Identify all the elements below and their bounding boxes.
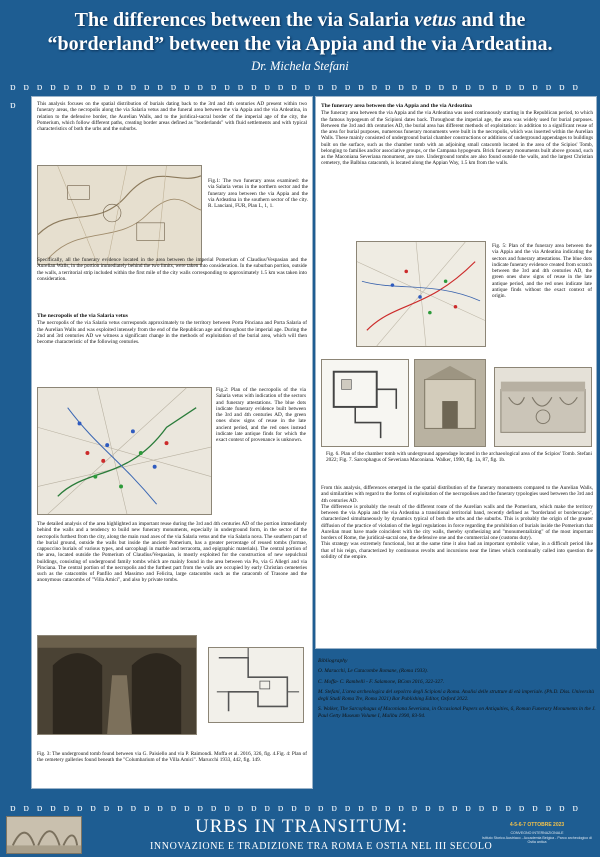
- wave-ornament-icon: ɒ: [63, 81, 70, 93]
- wave-ornament-icon: ɒ: [398, 81, 404, 93]
- figure-5-caption: Fig. 5: Plan of the funerary area between the via Appia and the via Ardeatina indicating the sectors and funerary attestations. The blue dots indicate funerary evidence created from scratch between the 3rd and 4th centuries AD, the green ones show signs of reuse in the late antique period, and the red ones indicate late antique finds without the exact context of origin.: [492, 243, 592, 299]
- conference-institutions: Istituto Storico Austriaco - Accademia Belgica - Parco archeologico di Ostia antica: [482, 835, 592, 845]
- wave-ornament-icon: ɒ: [505, 81, 512, 93]
- wave-ornament-icon: ɒ: [170, 802, 177, 814]
- relief-logo-image: [6, 816, 82, 854]
- bibliography-item: M. Stefani, L'area archeologica del sepolcro degli Scipioni a Roma. Analisi delle strutture di età imperiale. (Ph.D. Diss. Università degli Studi Roma Tre, Roma 2021) Bar Publishing Editor, Oxford 2022.: [318, 689, 594, 702]
- wave-ornament-icon: ɒ: [116, 81, 123, 93]
- wave-ornament-icon: ɒ: [357, 802, 364, 814]
- wave-ornament-icon: ɒ: [76, 81, 83, 93]
- wave-ornament-icon: ɒ: [143, 802, 150, 814]
- right-paragraph-4: This strategy was extremely functional, but at the same time it also had an important symbolic value, in a difficult period like that of his reign, characterized by continuous revolts and incursions near the limes which continually called into question the solidity of the empire.: [321, 541, 593, 560]
- figure-7-sarcophagus: [494, 367, 592, 447]
- wave-ornament-icon: ɒ: [558, 802, 565, 814]
- figure-1-map: [37, 165, 202, 265]
- bibliography: [318, 658, 598, 723]
- wave-ornament-icon: ɒ: [23, 802, 29, 814]
- wave-ornament-icon: ɒ: [90, 81, 96, 93]
- left-paragraph-2: Specifically, all the funerary evidence located in the area between the imperial Pomerium of Claudius/Vespasian and the Aurelian Walls, in the portion immediately behind the two limits, were taken into consideration. In the suburban portion, outside the walls, a territorial strip included within the first mile of the city walls corresponding to approximately 1.5 km was taken into consideration.: [37, 257, 307, 282]
- bibliography-item: S. Walker, The Sarcophagus of Maconiana Severiana, in Occasional Papers on Antiquities, 6, Roman Funerary Monuments in the J. Paul Getty Museum Volume I, Malibu 1990, 83-94.: [318, 706, 596, 719]
- wave-ornament-icon: ɒ: [36, 802, 43, 814]
- right-paragraph-3: The difference is probably the result of the different route of the Aurelian walls and the Pomerium, which make the territory between the via Appia and the via Ardeatina a transitional territorial band, recently defined as "borderland or borderscape", characterized simultaneously by dynamics typical of both the urbs and the suburbs. This is probably the origin of the greater diffusion of the practice of violation of the legal regulations in force regarding the prohibition of burials inside the Pomerium that Aurelian must have made coincident with the city walls, thereby synthesizing and "monumentalizing" of the most important borders of Rome, the juridical-sacral one, the defensive one and the commercial one (customs duty).: [321, 503, 593, 541]
- wave-ornament-icon: ɒ: [49, 81, 56, 93]
- wave-ornament-icon: ɒ: [116, 802, 123, 814]
- wave-ornament-icon: ɒ: [398, 802, 404, 814]
- wave-ornament-icon: ɒ: [63, 802, 70, 814]
- wave-ornament-icon: ɒ: [304, 802, 311, 814]
- wave-ornament-icon: ɒ: [103, 81, 110, 93]
- wave-ornament-icon: ɒ: [36, 81, 43, 93]
- wave-ornament-icon: ɒ: [49, 802, 56, 814]
- right-paragraph-2: From this analysis, differences emerged in the spatial distribution of the funerary monuments compared to the Aurelian Walls, and similarities with regard to the forms of exploitation of the necropolises and the funerary typologies used between the 3rd and 4th centuries AD.: [321, 485, 593, 504]
- wave-ornament-icon: ɒ: [9, 81, 16, 93]
- wave-ornament-icon: ɒ: [183, 802, 190, 814]
- wave-ornament-icon: ɒ: [518, 802, 525, 814]
- wave-ornament-icon: ɒ: [277, 81, 284, 93]
- wave-ornament-icon: ɒ: [384, 802, 391, 814]
- wave-ornament-icon: ɒ: [157, 802, 163, 814]
- wave-ornament-icon: ɒ: [170, 81, 177, 93]
- wave-ornament-icon: ɒ: [130, 81, 137, 93]
- wave-ornament-icon: ɒ: [411, 81, 418, 93]
- conference-type: CONVEGNO INTERNAZIONALE: [510, 831, 564, 835]
- salaria-section-title: The necropolis of the via Salaria vetus: [37, 313, 128, 319]
- wave-ornament-icon: ɒ: [291, 802, 297, 814]
- wave-ornament-icon: ɒ: [331, 81, 337, 93]
- poster-title: The differences between the via Salaria vetus and the “borderland” between the via Appia and the via Ardeatina.: [47, 9, 553, 55]
- wave-ornament-icon: ɒ: [250, 81, 257, 93]
- figure-5-funerary-area-plan: [356, 241, 486, 347]
- appia-section-title: The funerary area between the via Appia and the via Ardeatina: [321, 103, 472, 109]
- wave-ornament-icon: ɒ: [518, 81, 525, 93]
- wave-ornament-icon: ɒ: [183, 81, 190, 93]
- right-column: [315, 96, 597, 649]
- wave-ornament-icon: ɒ: [478, 81, 485, 93]
- figure-2-necropolis-plan: [37, 387, 212, 515]
- wave-ornament-icon: ɒ: [558, 81, 565, 93]
- wave-ornament-icon: ɒ: [23, 81, 29, 93]
- author-name: Dr. Michela Stefani: [251, 59, 349, 73]
- wave-ornament-icon: ɒ: [157, 81, 163, 93]
- wave-ornament-icon: ɒ: [491, 802, 498, 814]
- figure-6b-tomb-photo: [414, 359, 486, 447]
- figure-2-caption: Fig.2: Plan of the necropolis of the via Salaria vetus with indication of the sectors and funerary attestations. The blue dots indicate funerary evidence built between the 3rd and 4th centuries AD, the green ones show signs of reuse in the late ancient period, and the red ones instead indicate late antique finds for which the exact context of provenance is unknown.: [216, 387, 306, 443]
- bibliography-item: C. Moffa- C. Rambelli - F. Salamone, BCom 2016, 322-327.: [318, 678, 445, 685]
- wave-ornament-icon: ɒ: [264, 802, 270, 814]
- wave-ornament-icon: ɒ: [210, 802, 217, 814]
- footer: [0, 812, 600, 857]
- wave-ornament-icon: ɒ: [90, 802, 96, 814]
- wave-ornament-icon: ɒ: [451, 802, 458, 814]
- wave-ornament-icon: ɒ: [505, 802, 512, 814]
- wave-ornament-icon: ɒ: [264, 81, 270, 93]
- wave-ornament-icon: ɒ: [197, 81, 204, 93]
- wave-ornament-icon: ɒ: [424, 81, 431, 93]
- wave-ornament-icon: ɒ: [532, 81, 538, 93]
- wave-ornament-icon: ɒ: [465, 802, 471, 814]
- wave-ornament-icon: ɒ: [424, 802, 431, 814]
- wave-ornament-icon: ɒ: [545, 802, 552, 814]
- left-paragraph-4: The detailed analysis of the area highlighted an important reuse during the 3rd and 4th centuries AD of the portion immediately behind the walls and a tendency to build new funerary monuments, especially in underground form, in the sector of the necropolis furthest from the city, along the main road axes of the via Salaria vetus and the via Salaria nova. The southern part of the burial ground, outside the walls but inside the ancient Pomerium, has a greater percentage of reused tombs (formae, cappuccino burials of various types, and sarcophagi in marble and terracotta, and epigraphic materials). The central portion of the area, located outside the Pomerium of Claudius/Vespasian, is mostly exploited for the construction of new sepulchral buildings, consisting of underground family tombs which are mainly found in the area between via Po, via G Allegri and via Pinciana. The central portion of the necropolis and the furthest part from the walls are occupied by early Christian cemeteries such as the catacombs of Panfilo and Massimo and Felicita, large catacombs such as the catacomb of Trasone and the anonymous catacombs of "Villa Amici", and also by private tombs.: [37, 521, 307, 584]
- conference-subtitle: INNOVAZIONE E TRADIZIONE TRA ROMA E OSTIA NEL III SECOLO: [150, 841, 493, 852]
- wave-ornament-icon: ɒ: [344, 81, 351, 93]
- wave-ornament-icon: ɒ: [304, 81, 311, 93]
- wave-ornament-icon: ɒ: [143, 81, 150, 93]
- wave-ornament-icon: ɒ: [317, 802, 324, 814]
- wave-ornament-icon: ɒ: [384, 81, 391, 93]
- wave-ornament-icon: ɒ: [103, 802, 110, 814]
- figure-1-caption: Fig.1: The two funerary areas examined: the via Salaria vetus in the northern sector and the funerary area between the via Appia and the via Ardeatina in the southern sector of the city. R. Lanciani, FUR, Plan L, 1, 1.: [208, 178, 308, 209]
- conference-title: URBS IN TRANSITUM:: [195, 816, 408, 837]
- wave-ornament-icon: ɒ: [371, 81, 378, 93]
- wave-ornament-icon: ɒ: [210, 81, 217, 93]
- left-column: [31, 96, 313, 789]
- wave-ornament-icon: ɒ: [491, 81, 498, 93]
- wave-ornament-icon: ɒ: [9, 99, 16, 111]
- wave-ornament-icon: ɒ: [130, 802, 137, 814]
- conference-date: 4-5-6-7 OTTOBRE 2023: [509, 822, 565, 828]
- wave-ornament-icon: ɒ: [572, 802, 578, 814]
- wave-ornament-icon: ɒ: [277, 802, 284, 814]
- wave-ornament-icon: ɒ: [76, 802, 83, 814]
- figure-3-4-caption: Fig. 3: The underground tomb found between via G. Paisiello and via P. Raimondi. Moffa et al. 2016, 326, fig. 4.Fig. 4: Plan of the cemetery galleries found beneath the "Columbarium of the Villa Amici". Marucchi 1933, 442, fig. 149.: [37, 751, 307, 764]
- wave-ornament-icon: ɒ: [451, 81, 458, 93]
- bibliography-item: O. Marucchi, Le Catacombe Romane, (Roma 1933).: [318, 668, 428, 674]
- wave-ornament-icon: ɒ: [237, 802, 244, 814]
- wave-ornament-icon: ɒ: [291, 81, 297, 93]
- wave-ornament-icon: ɒ: [572, 81, 578, 93]
- wave-ornament-icon: ɒ: [532, 802, 538, 814]
- wave-ornament-icon: ɒ: [344, 802, 351, 814]
- wave-ornament-icon: ɒ: [478, 802, 485, 814]
- wave-ornament-icon: ɒ: [9, 802, 16, 814]
- salaria-paragraph: The necropolis of the via Salaria vetus corresponds approximately to the territory between Porta Pinciana and Porta Salaria of the Aurelian Walls and was exploited intensely from the end of the Republican age and throughout the imperial age. During the 2nd and 3rd centuries AD we witness a significant change in the methods of exploitation of the burial area, which will then become characteristic of the following centuries.: [37, 320, 307, 345]
- wave-border-bottom: [6, 798, 594, 814]
- figure-6-chamber-tomb-plan: [321, 359, 409, 447]
- salaria-section: [37, 313, 307, 345]
- figure-4-gallery-plan: [208, 647, 304, 723]
- conclusion-block: [321, 485, 593, 560]
- wave-ornament-icon: ɒ: [357, 81, 364, 93]
- wave-ornament-icon: ɒ: [411, 802, 418, 814]
- wave-ornament-icon: ɒ: [371, 802, 378, 814]
- wave-ornament-icon: ɒ: [331, 802, 337, 814]
- wave-ornament-icon: ɒ: [317, 81, 324, 93]
- appia-paragraph: The funerary area between the via Appia and the via Ardeatina was used continuously starting in the Republican period, to which the famous hypogeum of the Scipioni dates back. Throughout the imperial age, the area was widely used for burial purposes. Between the 3rd and 4th centuries AD, the burial area has different methods of exploitation: in addition to a significant reuse of the area for burial purposes, numerous funerary monuments were built in the necropolis, which was inserted within the Aurelian Walls. These mainly consisted of underground burial chamber constructions or additions of underground appendages to buildings built on the surface, such as the chamber tomb with an adjoining small catacomb located in the area of the Scipios' Tomb, belonging to families and/or associative groups, or the Campana hypogeum. Brick funerary monuments built above ground, such as the Maconiana Severiana monument, are rare. Underground tombs are also found outside the walls, and the largest Christian cemetery, the Balbina catacomb, is located along the Appian Way, 1.5 km from the walls.: [321, 110, 593, 167]
- figure-3-underground-tomb: [37, 635, 197, 735]
- bibliography-title: Bibliography: [318, 658, 348, 664]
- wave-ornament-icon: ɒ: [224, 81, 230, 93]
- wave-ornament-icon: ɒ: [465, 81, 471, 93]
- figure-6-7-caption: Fig. 6. Plan of the chamber tomb with underground appendage located in the archaeological area of the Scipios' Tomb. Stefani 2022; Fig. 7. Sarcophagus of Severiana Maconiana. Walker, 1990, fig. 1a, 87, fig. 1b.: [326, 451, 592, 464]
- wave-ornament-icon: ɒ: [250, 802, 257, 814]
- wave-ornament-icon: ɒ: [237, 81, 244, 93]
- wave-ornament-icon: ɒ: [438, 81, 445, 93]
- wave-ornament-icon: ɒ: [545, 81, 552, 93]
- appia-section: [321, 103, 593, 167]
- conference-organizers: [482, 831, 592, 845]
- wave-ornament-icon: ɒ: [224, 802, 230, 814]
- wave-ornament-icon: ɒ: [438, 802, 445, 814]
- intro-paragraph: This analysis focuses on the spatial distribution of burials dating back to the 3rd and 4th centuries AD present within two funerary areas, the necropolis along the via Salaria vetus and the funeral area between the via Appia and the via Ardeatina, in relation to the defensive border, the Aurelian Walls, and to the juridical-sacral border of the imperial age of the city, the Pomerium, which follow different paths, creating border areas defined as "borderlands" with fluid settlements and with typical characteristics of both the urbs and the suburbs.: [37, 101, 307, 132]
- wave-ornament-icon: ɒ: [197, 802, 204, 814]
